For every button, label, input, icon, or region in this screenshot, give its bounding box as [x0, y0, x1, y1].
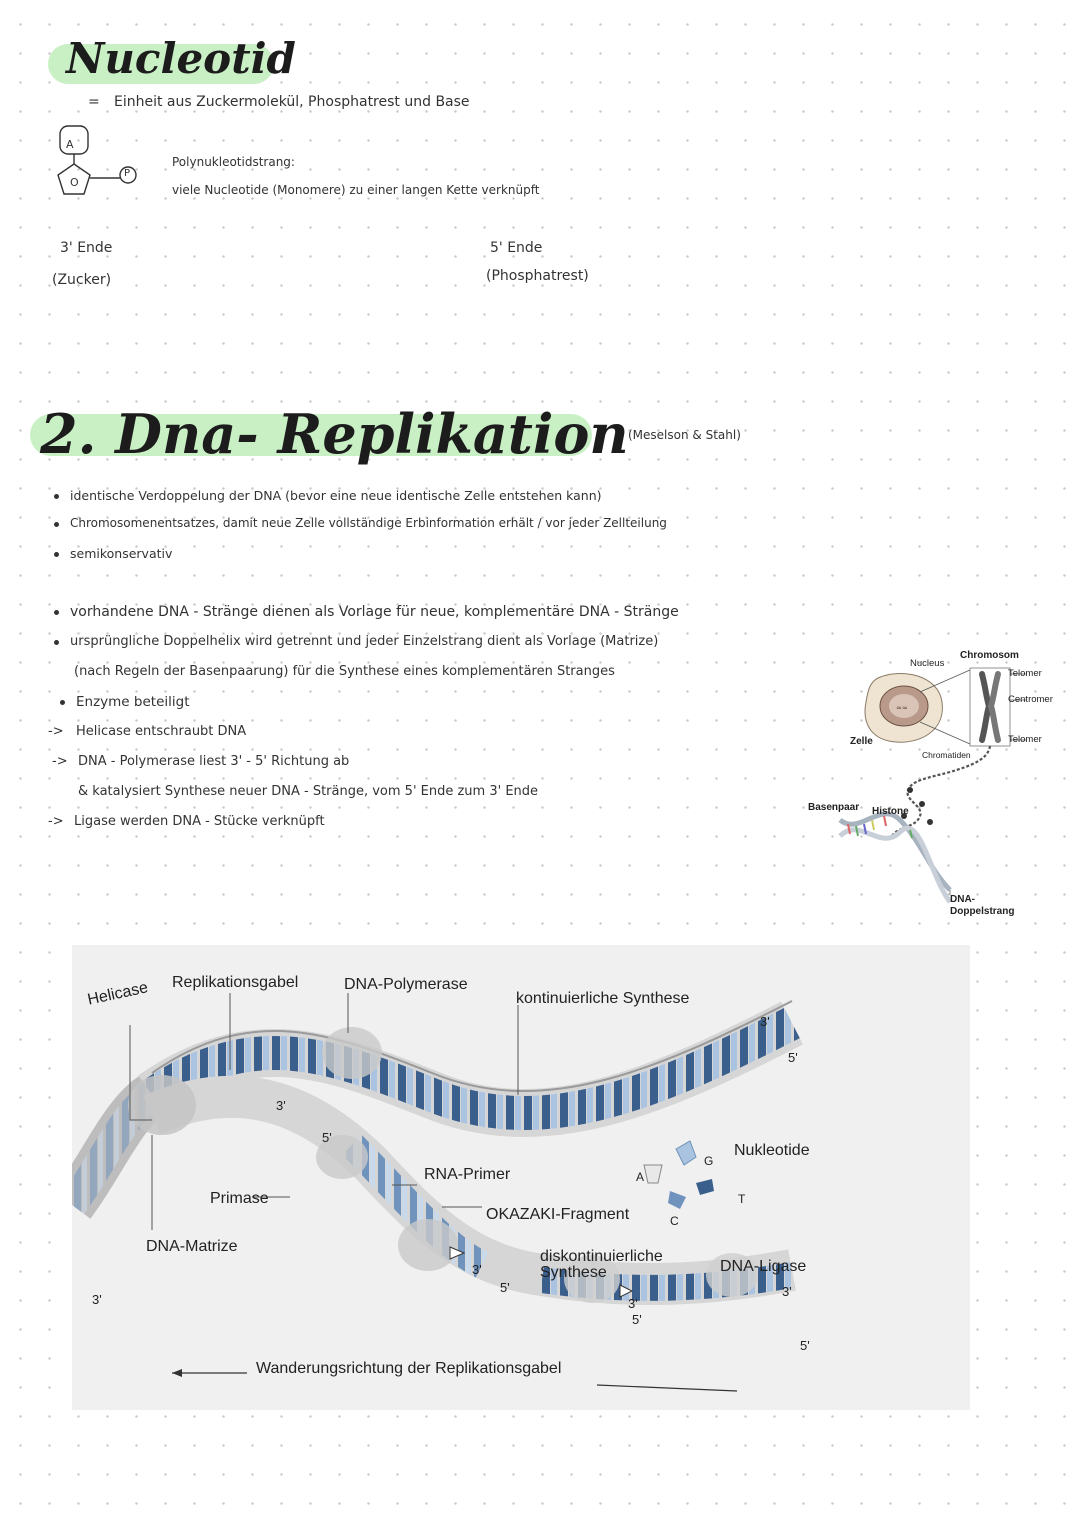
- label-5prime-right: 5': [788, 1050, 798, 1065]
- eq-sign: =: [88, 94, 100, 110]
- label-base-t: T: [738, 1192, 746, 1206]
- end5-label: 5' Ende: [490, 240, 543, 256]
- nucleotide-structure-icon: [44, 120, 154, 205]
- label-okazaki: OKAZAKI-Fragment: [486, 1206, 630, 1223]
- label-dna-ligase: DNA-Ligase: [720, 1258, 807, 1275]
- label-5prime-okazaki: 5': [500, 1280, 510, 1295]
- bullet-1: identische Verdoppelung der DNA (bevor eine neue identische Zelle entstehen kann): [70, 488, 602, 503]
- label-wanderung: Wanderungsrichtung der Replikationsgabel: [256, 1360, 562, 1377]
- nucleotid-title: Nucleotid: [66, 34, 296, 83]
- label-base-c: C: [670, 1214, 679, 1228]
- chromo-histone: Histone: [872, 806, 909, 817]
- label-3prime-left: 3': [92, 1292, 102, 1307]
- label-dna-matrize: DNA-Matrize: [146, 1238, 238, 1255]
- chromo-centromer: Centromer: [1008, 694, 1053, 705]
- label-primase: Primase: [210, 1190, 269, 1207]
- arrow-sym-2: ->: [52, 754, 68, 769]
- label-3prime-top-right: 3': [760, 1014, 770, 1029]
- poly-title: Polynukleotidstrang:: [172, 155, 295, 169]
- phosphate-label: P: [124, 168, 131, 179]
- label-5prime-mid: 5': [632, 1312, 642, 1327]
- end5-sub: (Phosphatrest): [486, 268, 589, 284]
- arrow-katalysiert: & katalysiert Synthese neuer DNA - Stränge, vom 5' Ende zum 3' Ende: [78, 784, 539, 799]
- nucleotid-definition: Einheit aus Zuckermolekül, Phosphatrest und Base: [114, 94, 470, 110]
- base-label: A: [66, 138, 74, 151]
- label-rna-primer: RNA-Primer: [424, 1166, 511, 1183]
- label-3prime-okazaki: 3': [472, 1262, 482, 1277]
- bullet-5-cont: (nach Regeln der Basenpaarung) für die Synthese eines komplementären Stranges: [74, 664, 615, 679]
- arrow-ligase: Ligase werden DNA - Stücke verknüpft: [74, 814, 325, 829]
- chromo-dna-2: Doppelstrang: [950, 906, 1015, 917]
- replication-diagram: [72, 945, 970, 1410]
- label-base-a: A: [636, 1170, 645, 1184]
- label-diskontinuierliche-1: diskontinuierliche: [540, 1248, 663, 1265]
- label-dna-polymerase: DNA-Polymerase: [344, 976, 468, 993]
- svg-text:≈≈: ≈≈: [896, 704, 908, 712]
- bullet-6: Enzyme beteiligt: [76, 694, 190, 710]
- sugar-label: O: [70, 176, 79, 189]
- arrow-sym-3: ->: [48, 814, 64, 829]
- chromo-chromosom: Chromosom: [960, 650, 1019, 661]
- chromosome-diagram: [800, 640, 1050, 930]
- replikation-title: 2. Dna- Replikation: [40, 402, 629, 466]
- label-base-g: G: [704, 1154, 714, 1168]
- arrow-sym-1: ->: [48, 724, 64, 739]
- label-nukleotide: Nukleotide: [734, 1142, 810, 1159]
- arrow-polymerase: DNA - Polymerase liest 3' - 5' Richtung ab: [78, 754, 350, 769]
- chromo-nucleus: Nucleus: [910, 658, 945, 669]
- end3-label: 3' Ende: [60, 240, 113, 256]
- chromo-basenpaar: Basenpaar: [808, 802, 860, 813]
- chromo-telomer-bottom: Telomer: [1008, 734, 1042, 745]
- poly-text: viele Nucleotide (Monomere) zu einer langen Kette verknüpft: [172, 183, 540, 197]
- label-3prime-mid: 3': [628, 1296, 638, 1311]
- label-3prime-ligase: 3': [782, 1284, 792, 1299]
- label-5prime-bottom: 5': [800, 1338, 810, 1353]
- arrow-helicase: Helicase entschraubt DNA: [76, 724, 247, 739]
- bullet-4: vorhandene DNA - Stränge dienen als Vorlage für neue, komplementäre DNA - Stränge: [70, 604, 679, 620]
- label-5prime-primer: 5': [322, 1130, 332, 1145]
- label-3prime-fork: 3': [276, 1098, 286, 1113]
- label-diskontinuierliche-2: Synthese: [540, 1264, 607, 1281]
- bullet-3: semikonservativ: [70, 546, 173, 561]
- chromo-zelle: Zelle: [850, 736, 873, 747]
- end3-sub: (Zucker): [52, 272, 112, 288]
- bullet-5: ursprüngliche Doppelhelix wird getrennt und jeder Einzelstrang dient als Vorlage (Matrize): [70, 634, 659, 649]
- bullet-2: Chromosomenentsatzes, damit neue Zelle vollständige Erbinformation erhält / vor jeder Zellteilung: [70, 516, 667, 530]
- label-kontinuierliche: kontinuierliche Synthese: [516, 990, 690, 1007]
- chromo-dna-1: DNA-: [950, 894, 975, 905]
- label-replikationsgabel: Replikationsgabel: [172, 974, 299, 991]
- label-helicase: Helicase: [86, 979, 150, 1009]
- chromo-chromatiden: Chromatiden: [922, 750, 971, 760]
- chromo-telomer-top: Telomer: [1008, 668, 1042, 679]
- replikation-note: (Meselson & Stahl): [628, 428, 741, 442]
